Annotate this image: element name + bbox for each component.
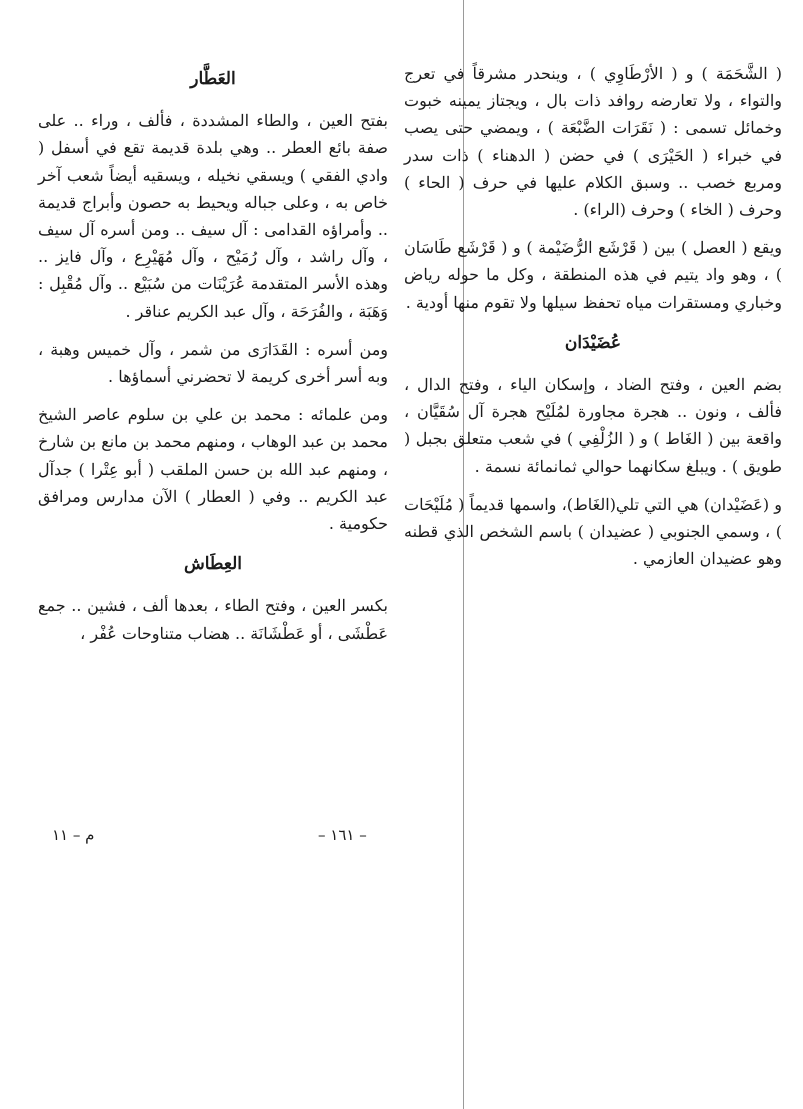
paragraph: ومن علمائه : محمد بن علي بن سلوم عاصر الشيخ محمد بن عبد الوهاب ، ومنهم محمد بن مانع بن شارخ ، ومنهم عبد الله بن حسن الملقب ( أبو عِتْرا ) جدآل عبد الكريم .. وفي ( العطار ) الآن مدارس ومرافق حكومية . (38, 405, 388, 534)
left-column (38, 60, 388, 647)
paragraph: بفتح العين ، والطاء المشددة ، فألف ، وراء .. على صفة بائع العطر .. وهي بلدة قديمة تقع في أسفل ( وادي الفقي ) ويسقي نخيله ، ويسقيه أيضاً شعب آخر خاص به ، وعلى جباله ويحيط به حصون وأبراج قديمة .. وأمراؤه القدامى : آل سيف .. ومن أسره آل سيف ، وآل راشد ، وآل رُمَيْح ، وآل مُهَيْرِع ، وآل فايز .. وهذه الأسر المتقدمة عُرَيْنَات من سُبَيْع .. وآل مُقْبِل : وَهَبَة ، والفُرَحَة ، وآل عبد الكريم عناقر . (38, 111, 388, 321)
page-number: – ١٦١ – (318, 826, 367, 844)
paragraph: ومن أسره : القَدَارَى من شمر ، وآل خميس وهبة ، وبه أسر أخرى كريمة لا تحضرني أسماؤها . (38, 339, 388, 387)
entry-heading-udaydan: عُضَيْدَان (564, 332, 622, 353)
signature-mark: م – ١١ (52, 826, 95, 844)
entry-heading-alitash: العِطَاش (184, 554, 242, 575)
entry-heading-alattar: العَطَّار (190, 69, 236, 89)
paragraph: ( الشَّحَمَة ) و ( الأرْطَاوِي ) ، وينحدر مشرقاً في تعرج والتواء ، ولا تعارضه روافد ذات بال ، ويجتاز يمينه خبوت وخمائل تسمى : ( نَقَرَات الضَّبْعَة ) ، ويمضي حتى يصب في خبراء ( الحَيْرَى ) في حضن ( الدهناء ) ذات سدر ومربع خصب .. وسبق الكلام عليها في حرف ( الحاء ) وحرف ( الخاء ) وحرف (الراء) . (404, 64, 782, 220)
paragraph: بكسر العين ، وفتح الطاء ، بعدها ألف ، فشين .. جمع عَطْشَى ، أو عَطْشَانَة .. هضاب متناوحات عُفْر ، (38, 596, 388, 643)
paragraph: بضم العين ، وفتح الضاد ، وإسكان الياء ، وفتح الدال ، فألف ، ونون .. هجرة مجاورة لمُلَيْح هجرة آل سُقَيَّان ، واقعة بين ( الغَاط ) و ( الزُلْفِي ) في شعب متعلق بجبل ( طويق ) . ويبلغ سكانهما حوالي ثمانمائة نسمة . (404, 375, 782, 476)
right-column (404, 60, 782, 572)
paragraph: و (عَضَيْدان) هي التي تلي(الغَاط)، واسمها قديماً ( مُلَيْحَات ) ، وسمي الجنوبي ( عضيدان ) باسم الشخص الذي قطنه وهو عضيدان العازمي . (404, 494, 782, 569)
paragraph: ويقع ( العصل ) بين ( قَرْشَع الرُّضَيْمة ) و ( قَرْشَع طَاسَان ) ، وهو واد يتيم في هذه المنطقة ، وكل ما حوله رياض وخباري ومستقرات مياه تحفظ سيلها ولا تقوم منها أودية . (404, 238, 782, 312)
